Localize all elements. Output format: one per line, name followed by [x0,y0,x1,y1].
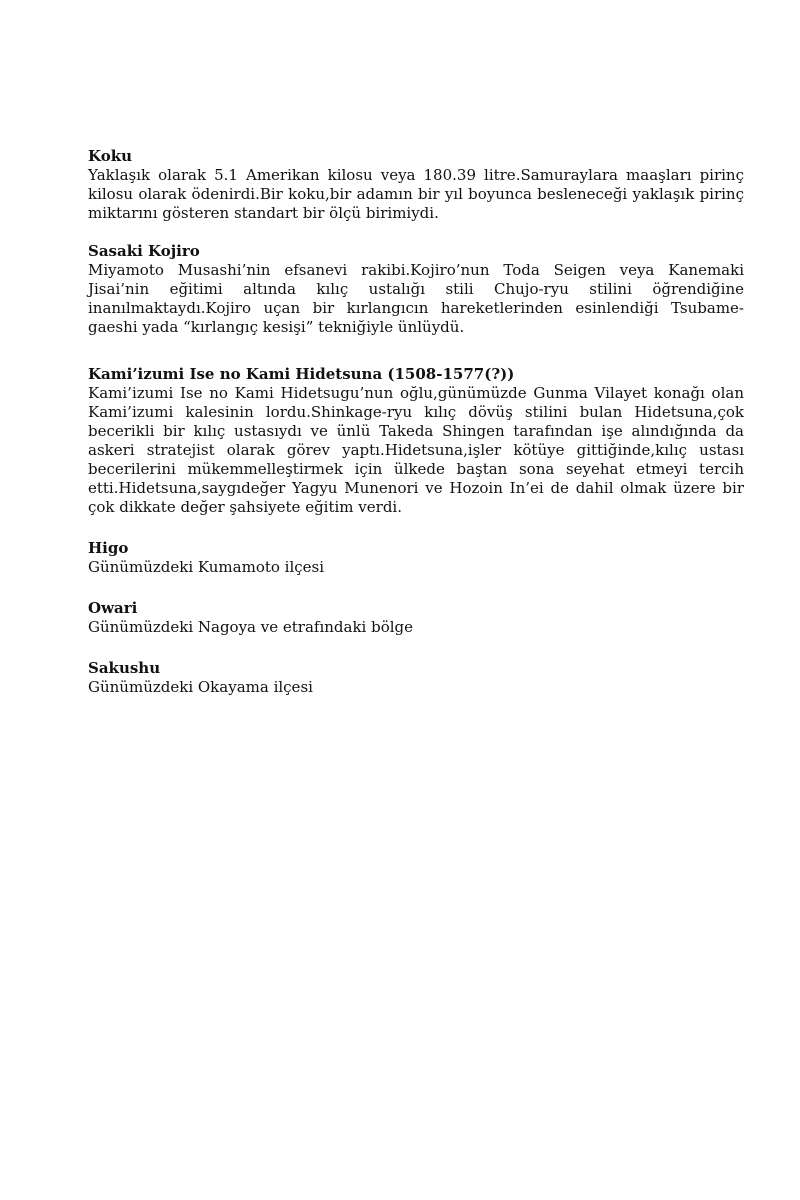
glossary-term: Owari [88,599,138,617]
glossary-entry-kamiizumi-hidetsuna [88,364,744,517]
glossary-entry-sakushu [88,658,744,697]
glossary-term: Sakushu [88,659,161,677]
glossary-definition: Günümüzdeki Nagoya ve etrafındaki bölge [88,618,414,636]
spacer [88,223,744,241]
spacer [88,577,744,598]
glossary-entry-sasaki-kojiro [88,241,744,337]
glossary-term: Kami’izumi Ise no Kami Hidetsuna (1508-1577(?)) [88,365,515,383]
glossary-definition: Kami’izumi Ise no Kami Hidetsugu’nun oğlu,günümüzde Gunma Vilayet konağı olan Kami’izumi kalesinin lordu.Shinkage-ryu kılıç dövüş stilini bulan Hidetsuna,çok becerikli bir kılıç ustasıydı ve ünlü Takeda Shingen tarafından işe alındığında da askeri stratejist olarak görev yaptı.Hidetsuna,işler kötüye gittiğinde,kılıç ustası becerilerini mükemmelleştirmek için ülkede baştan sona seyehat etmeyi tercih etti.Hidetsuna,saygıdeğer Yagyu Munenori ve Hozoin In’ei de dahil olmak üzere bir çok dikkate değer şahsiyete eğitim verdi. [88,384,744,516]
glossary-page [88,146,744,697]
glossary-definition: Günümüzdeki Kumamoto ilçesi [88,558,325,576]
glossary-term: Sasaki Kojiro [88,242,200,260]
glossary-definition: Yaklaşık olarak 5.1 Amerikan kilosu veya 180.39 litre.Samuraylara maaşları pirinç kilosu olarak ödenirdi.Bir koku,bir adamın bir yıl boyunca besleneceği yaklaşık pirinç miktarını gösteren standart bir ölçü birimiydi. [88,166,744,222]
glossary-entry-owari [88,598,744,637]
glossary-definition: Günümüzdeki Okayama ilçesi [88,678,313,696]
glossary-entry-koku [88,146,744,223]
spacer [88,637,744,658]
spacer [88,517,744,538]
glossary-definition: Miyamoto Musashi’nin efsanevi rakibi.Kojiro’nun Toda Seigen veya Kanemaki Jisai’nin eğitimi altında kılıç ustalığı stili Chujo-ryu stilini öğrendiğine inanılmaktaydı.Kojiro uçan bir kırlangıcın hareketlerinden esinlendiği Tsubame-gaeshi yada “kırlangıç kesişi” tekniğiyle ünlüydü. [88,261,744,336]
glossary-entry-higo [88,538,744,577]
glossary-term: Koku [88,147,133,165]
glossary-term: Higo [88,539,129,557]
spacer [88,337,744,364]
